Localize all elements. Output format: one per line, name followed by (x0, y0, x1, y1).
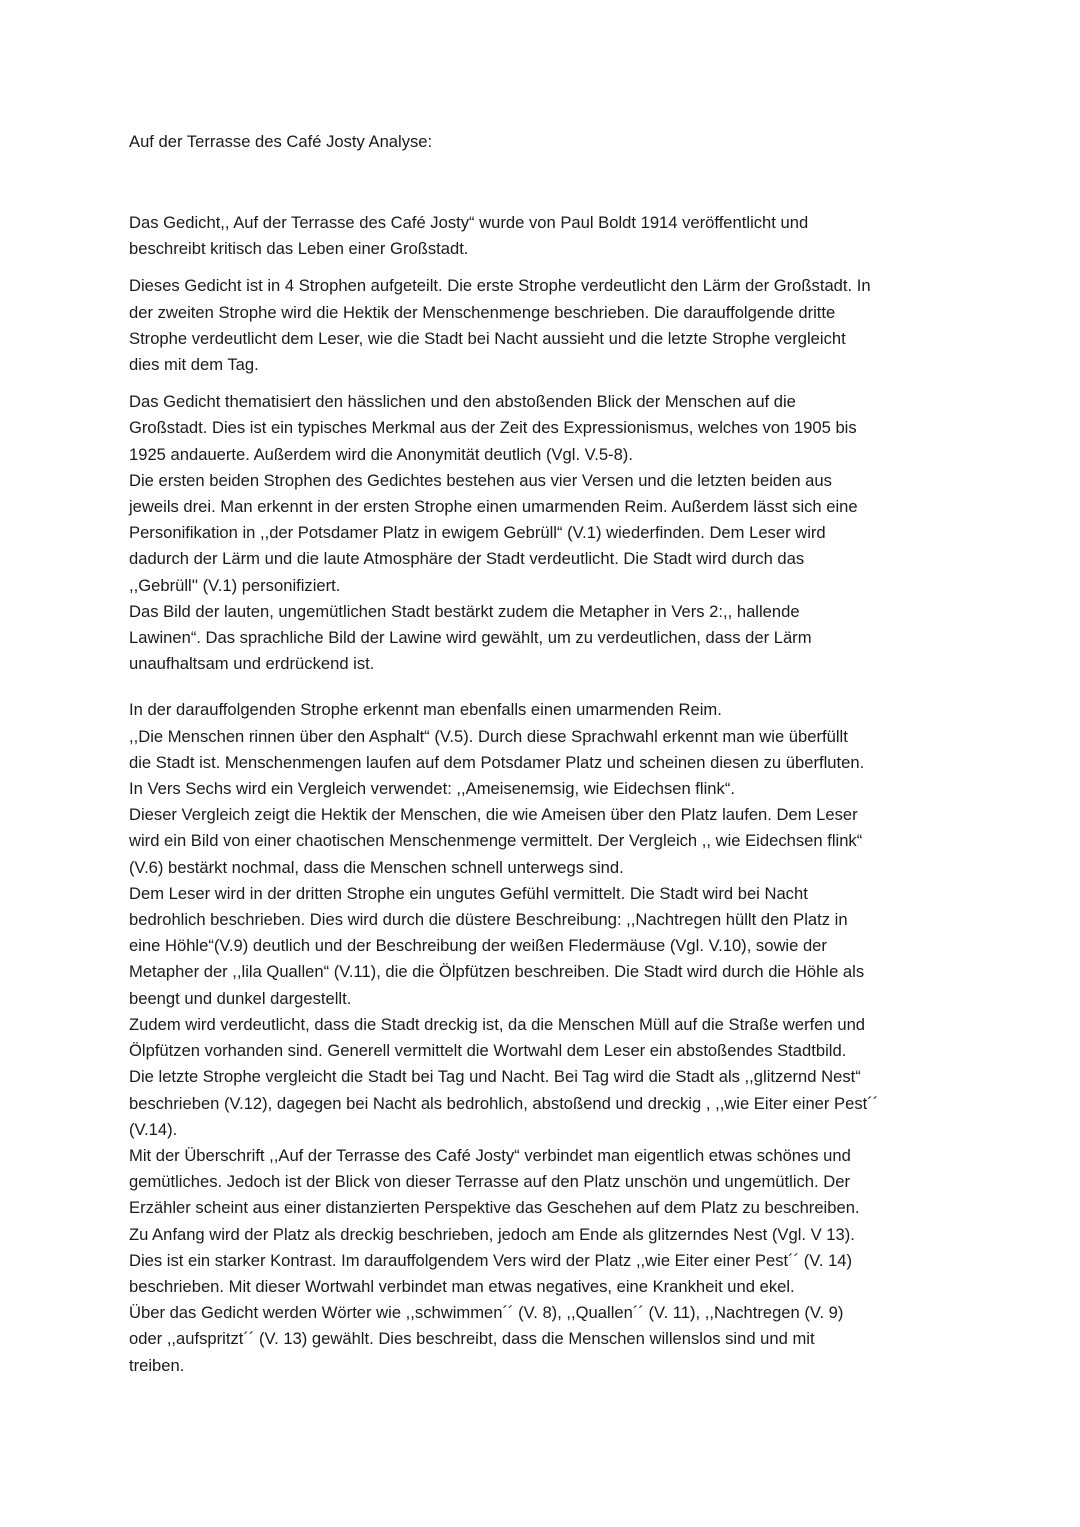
text-line: treiben. (129, 1355, 185, 1375)
text-line: beschreibt kritisch das Leben einer Großstadt. (129, 239, 469, 259)
text-line: wird ein Bild von einer chaotischen Menschenmenge vermittelt. Der Vergleich ,, wie Eidechsen flink“ (129, 831, 863, 851)
text-line: unaufhaltsam und erdrückend ist. (129, 654, 375, 674)
text-line: bedrohlich beschrieben. Dies wird durch die düstere Beschreibung: ,,Nachtregen hüllt den Platz in (129, 910, 848, 930)
document-content (129, 129, 959, 1379)
text-line: Erzähler scheint aus einer distanzierten Perspektive das Geschehen auf dem Platz zu beschreiben. (129, 1198, 860, 1218)
text-line: beschrieben. Mit dieser Wortwahl verbindet man etwas negatives, eine Krankheit und ekel. (129, 1276, 795, 1296)
text-line: Über das Gedicht werden Wörter wie ,,schwimmen´´ (V. 8), ,,Quallen´´ (V. 11), ,,Nachtregen (V. 9) (129, 1303, 844, 1323)
text-line: dadurch der Lärm und die laute Atmosphäre der Stadt verdeutlicht. Die Stadt wird durch das (129, 549, 805, 569)
text-line: Die letzte Strophe vergleicht die Stadt bei Tag und Nacht. Bei Tag wird die Stadt als ,,glitzernd Nest“ (129, 1067, 861, 1087)
text-line: Großstadt. Dies ist ein typisches Merkmal aus der Zeit des Expressionismus, welches von 1905 bis (129, 418, 857, 438)
text-line: (V.14). (129, 1119, 178, 1139)
document-body (129, 210, 959, 1379)
text-line: ,,Die Menschen rinnen über den Asphalt“ (V.5). Durch diese Sprachwahl erkennt man wie überfüllt (129, 726, 848, 746)
text-line: beengt und dunkel dargestellt. (129, 988, 352, 1008)
text-line: (V.6) bestärkt nochmal, dass die Menschen schnell unterwegs sind. (129, 857, 624, 877)
text-line: Dies ist ein starker Kontrast. Im darauffolgendem Vers wird der Platz ,,wie Eiter einer Pest´´ (V. 14) (129, 1250, 853, 1270)
text-line: Zudem wird verdeutlicht, dass die Stadt dreckig ist, da die Menschen Müll auf die Straße werfen und (129, 1014, 866, 1034)
text-line: der zweiten Strophe wird die Hektik der Menschenmenge beschrieben. Die darauffolgende dritte (129, 302, 836, 322)
paragraph-structure (129, 273, 959, 378)
text-line: Zu Anfang wird der Platz als dreckig beschrieben, jedoch am Ende als glitzerndes Nest (Vgl. V 13). (129, 1224, 855, 1244)
document-title: Auf der Terrasse des Café Josty Analyse: (129, 132, 433, 151)
text-line: die Stadt ist. Menschenmengen laufen auf dem Potsdamer Platz und scheinen diesen zu überfluten. (129, 752, 865, 772)
paragraph-later-stanzas (129, 697, 959, 1378)
text-line: 1925 andauerte. Außerdem wird die Anonymität deutlich (Vgl. V.5-8). (129, 444, 633, 464)
text-line: Personifikation in ,,der Potsdamer Platz in ewigem Gebrüll“ (V.1) wiederfinden. Dem Leser wird (129, 523, 826, 543)
text-line: Dem Leser wird in der dritten Strophe ein ungutes Gefühl vermittelt. Die Stadt wird bei Nacht (129, 883, 808, 903)
text-line: Das Gedicht,, Auf der Terrasse des Café Josty“ wurde von Paul Boldt 1914 veröffentlicht und (129, 213, 809, 232)
text-line: jeweils drei. Man erkennt in der ersten Strophe einen umarmenden Reim. Außerdem lässt sich eine (129, 497, 858, 517)
text-line: dies mit dem Tag. (129, 355, 259, 375)
text-line: Dieser Vergleich zeigt die Hektik der Menschen, die wie Ameisen über den Platz laufen. Dem Leser (129, 805, 858, 825)
text-line: eine Höhle“(V.9) deutlich und der Beschreibung der weißen Fledermäuse (Vgl. V.10), sowie der (129, 936, 827, 956)
text-line: Strophe verdeutlicht dem Leser, wie die Stadt bei Nacht aussieht und die letzte Strophe vergleicht (129, 328, 846, 348)
text-line: ,,Gebrüll'' (V.1) personifiziert. (129, 575, 341, 595)
text-line: Metapher der ,,lila Quallen“ (V.11), die die Ölpfützen beschreiben. Die Stadt wird durch die Höhle als (129, 962, 865, 982)
text-line: gemütliches. Jedoch ist der Blick von dieser Terrasse auf den Platz unschön und ungemütlich. Der (129, 1172, 850, 1192)
text-line: Das Gedicht thematisiert den hässlichen und den abstoßenden Blick der Menschen auf die (129, 392, 796, 412)
text-line: Das Bild der lauten, ungemütlichen Stadt bestärkt zudem die Metapher in Vers 2:,, hallende (129, 601, 800, 621)
text-line: Dieses Gedicht ist in 4 Strophen aufgeteilt. Die erste Strophe verdeutlicht den Lärm der Großstadt. In (129, 276, 871, 296)
paragraph-spacer (129, 677, 959, 697)
text-line: Mit der Überschrift ,,Auf der Terrasse des Café Josty“ verbindet man eigentlich etwas schönes und (129, 1145, 851, 1165)
text-line: In Vers Sechs wird ein Vergleich verwendet: ,,Ameisenemsig, wie Eidechsen flink“. (129, 779, 735, 799)
text-line: oder ,,aufspritzt´´ (V. 13) gewählt. Dies beschreibt, dass die Menschen willenslos sind und mit (129, 1329, 815, 1349)
paragraph-first-stanza (129, 389, 959, 677)
text-line: Die ersten beiden Strophen des Gedichtes bestehen aus vier Versen und die letzten beiden aus (129, 470, 832, 490)
text-line: In der darauffolgenden Strophe erkennt man ebenfalls einen umarmenden Reim. (129, 700, 722, 720)
text-line: Lawinen“. Das sprachliche Bild der Lawine wird gewählt, um zu verdeutlichen, dass der Lärm (129, 628, 812, 648)
text-line: Ölpfützen vorhanden sind. Generell vermittelt die Wortwahl dem Leser ein abstoßendes Stadtbild. (129, 1041, 847, 1061)
text-line: beschrieben (V.12), dagegen bei Nacht als bedrohlich, abstoßend und dreckig , ,,wie Eiter einer Pest´´ (129, 1093, 879, 1113)
paragraph-intro (129, 210, 959, 262)
